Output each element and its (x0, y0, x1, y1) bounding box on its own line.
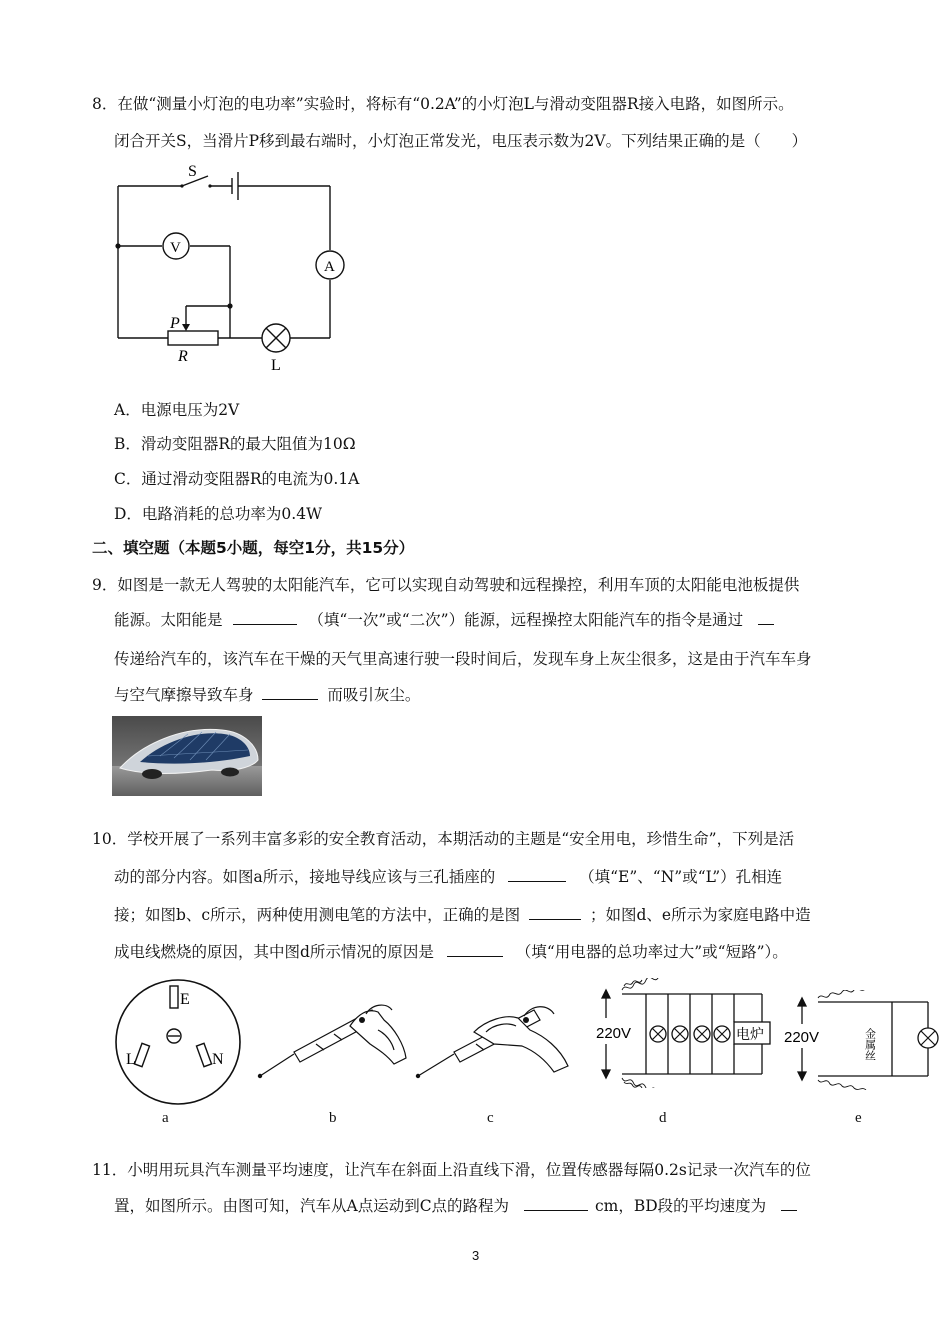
q10-text: 动的部分内容。如图a所示，接地导线应该与三孔插座的 (114, 868, 496, 886)
answer-blank[interactable] (529, 905, 581, 920)
figure-caption-b: b (329, 1110, 337, 1126)
circuit-figure-e (782, 990, 942, 1090)
q8-option-d: D．电路消耗的总功率为0.4W (114, 505, 323, 523)
fig-e-wire: 金属丝 (863, 1028, 877, 1061)
q8-option-b: B．滑动变阻器R的最大阻值为10Ω (114, 435, 356, 453)
q10-line1: 10．学校开展了一系列丰富多彩的安全教育活动，本期活动的主题是“安全用电，珍惜生命”，下列是活 (92, 830, 795, 848)
socket-figure (112, 976, 244, 1108)
q11-text: cm，BD段的平均速度为 (594, 1197, 767, 1215)
figure-caption-d: d (659, 1110, 667, 1126)
answer-blank[interactable] (233, 610, 297, 625)
socket-e-label: E (180, 991, 190, 1008)
fig-e-voltage: 220V (784, 1029, 820, 1046)
q10-text: ；如图d、e所示为家庭电路中造 (589, 906, 811, 924)
q9-text: 能源。太阳能是 (114, 611, 223, 629)
section-heading: 二、填空题（本题5小题，每空1分，共15分） (92, 539, 415, 557)
page-number: 3 (472, 1248, 480, 1263)
voltmeter-label: V (170, 240, 181, 256)
socket-n-label: N (212, 1051, 224, 1068)
q10-text: （填“E”、“N”或“L”）孔相连 (579, 868, 783, 886)
answer-blank[interactable] (524, 1196, 588, 1211)
fig-d-stove: 电炉 (736, 1027, 764, 1043)
switch-label: S (188, 163, 197, 180)
q9-line1: 9．如图是一款无人驾驶的太阳能汽车，它可以实现自动驾驶和远程操控，利用车顶的太阳能电池板提供 (92, 576, 800, 594)
test-pen-figure-b (254, 1000, 412, 1082)
slider-label: P (170, 315, 180, 332)
circuit-figure-d (592, 978, 782, 1088)
answer-blank[interactable] (758, 610, 774, 625)
q8-option-a: A．电源电压为2V (114, 401, 240, 419)
q8-line1: 8．在做“测量小灯泡的电功率”实验时，将标有“0.2A”的小灯泡L与滑动变阻器R接入电路，如图所示。 (92, 95, 794, 113)
q8-option-c: C．通过滑动变阻器R的电流为0.1A (114, 470, 360, 488)
lamp-label: L (271, 357, 281, 374)
q10-line3 (114, 905, 811, 925)
ammeter-label: A (324, 259, 335, 275)
figure-caption-a: a (162, 1110, 169, 1126)
q10-line4 (114, 942, 788, 962)
figure-caption-c: c (487, 1110, 494, 1126)
q9-line3: 传递给汽车的，该汽车在干燥的天气里高速行驶一段时间后，发现车身上灰尘很多，这是由于汽车车身 (114, 650, 812, 668)
answer-blank[interactable] (781, 1196, 797, 1211)
q9-text: 与空气摩擦导致车身 (114, 686, 254, 704)
rheostat-label: R (178, 348, 188, 365)
answer-blank[interactable] (508, 867, 566, 882)
q10-text: 成电线燃烧的原因，其中图d所示情况的原因是 (114, 943, 434, 961)
q11-text: 置，如图所示。由图可知，汽车从A点运动到C点的路程为 (114, 1197, 510, 1215)
q9-line4 (114, 685, 420, 705)
q9-text: （填“一次”或“二次”）能源，远程操控太阳能汽车的指令是通过 (308, 611, 744, 629)
q10-text: 接；如图b、c所示，两种使用测电笔的方法中，正确的是图 (114, 906, 521, 924)
circuit-diagram (100, 158, 360, 378)
solar-car-photo (112, 716, 262, 796)
q8-line2: 闭合开关S，当滑片P移到最右端时，小灯泡正常发光，电压表示数为2V。下列结果正确的是（ ） (114, 132, 808, 150)
answer-blank[interactable] (447, 942, 503, 957)
figure-caption-e: e (855, 1110, 862, 1126)
q10-text: （填“用电器的总功率过大”或“短路”）。 (515, 943, 788, 961)
socket-l-label: L (126, 1051, 136, 1068)
answer-blank[interactable] (262, 685, 318, 700)
q11-line2 (114, 1196, 797, 1216)
q9-text: 而吸引灰尘。 (327, 686, 421, 704)
test-pen-figure-c (414, 996, 574, 1082)
q11-line1: 11．小明用玩具汽车测量平均速度，让汽车在斜面上沿直线下滑，位置传感器每隔0.2s记录一次汽车的位 (92, 1161, 811, 1179)
q9-line2 (114, 610, 774, 630)
q10-line2 (114, 867, 782, 887)
fig-d-voltage: 220V (596, 1025, 632, 1042)
